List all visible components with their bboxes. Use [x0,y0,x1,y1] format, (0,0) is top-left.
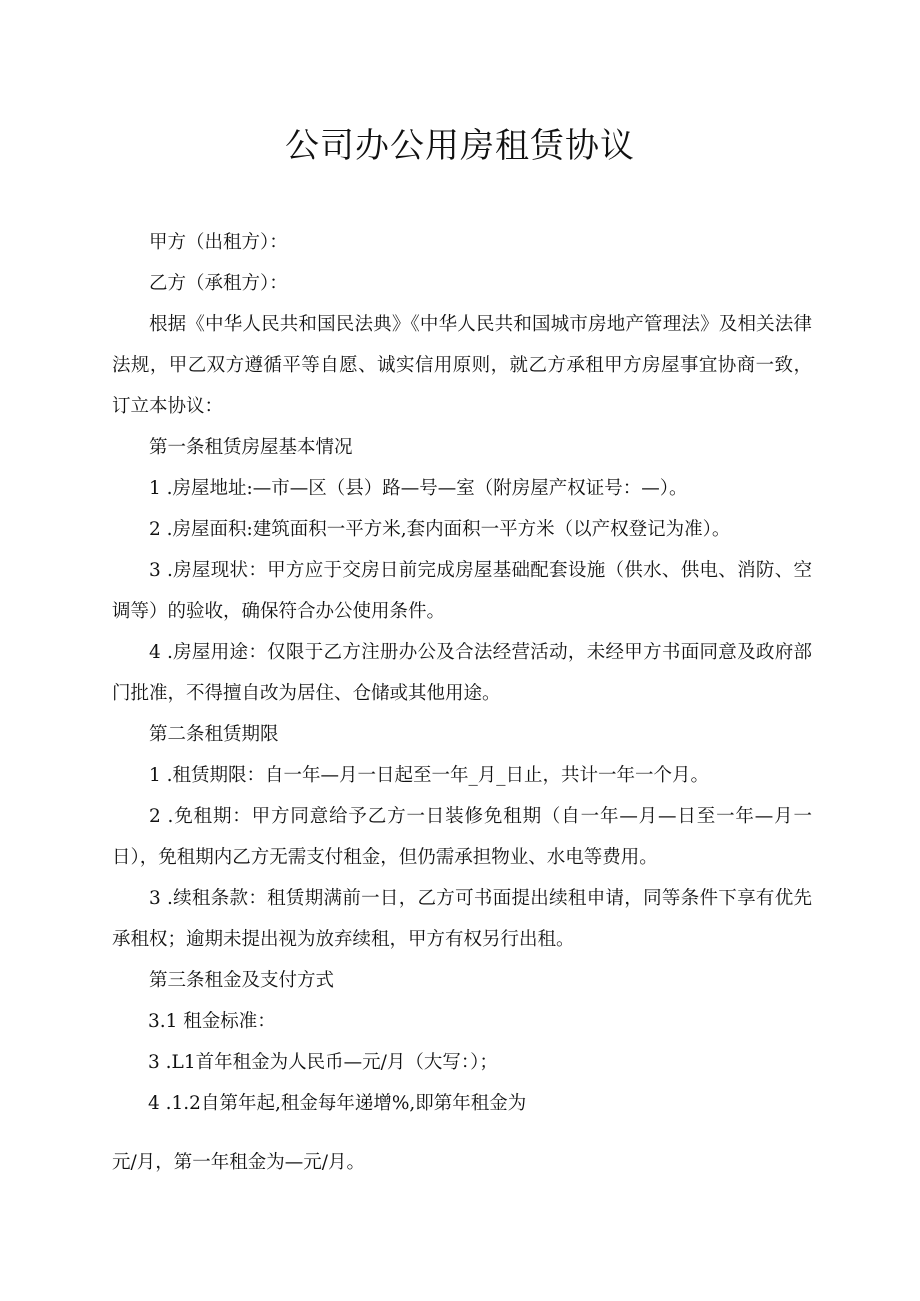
article-1-item-3: 3 .房屋现状：甲方应于交房日前完成房屋基础配套设施（供水、供电、消防、空调等）的验收，确保符合办公使用条件。 [112,560,812,622]
article-2-item-3: 3 .续租条款：租赁期满前一日，乙方可书面提出续租申请，同等条件下享有优先承租权；逾期未提出视为放弃续租，甲方有权另行出租。 [112,888,812,950]
article-3-subheading: 3.1 租金标准： [148,1011,276,1032]
article-1-heading: 第一条租赁房屋基本情况 [149,437,353,458]
article-3-item-1: 3 .L1首年租金为人民币—元/月（大写：）； [148,1052,498,1073]
article-1-item-4: 4 .房屋用途：仅限于乙方注册办公及合法经营活动，未经甲方书面同意及政府部门批准，不得擅自改为居住、仓储或其他用途。 [112,642,812,704]
article-2-heading: 第二条租赁期限 [149,724,279,745]
article-1-item-2: 2 .房屋面积:建筑面积一平方米,套内面积一平方米（以产权登记为准）。 [149,519,731,540]
article-3-continuation: 元/月，第一年租金为—元/月。 [112,1152,365,1173]
article-2-item-1: 1 .租赁期限：自一年—月一日起至一年_月_日止，共计一年一个月。 [149,765,710,786]
article-2-item-2: 2 .免租期：甲方同意给予乙方一日装修免租期（自一年—月—日至一年—月一日），免租期内乙方无需支付租金，但仍需承担物业、水电等费用。 [112,806,812,868]
preamble-paragraph: 根据《中华人民共和国民法典》《中华人民共和国城市房地产管理法》及相关法律法规，甲乙双方遵循平等自愿、诚实信用原则，就乙方承租甲方房屋事宜协商一致，订立本协议： [112,314,812,417]
party-a-line: 甲方（出租方）： [149,232,288,253]
article-3-heading: 第三条租金及支付方式 [149,970,335,991]
article-1-item-1: 1 .房屋地址:—市—区（县）路—号—室（附房屋产权证号：—）。 [149,478,688,499]
article-3-item-2: 4 .1.2自第年起,租金每年递增%,即第年租金为 [148,1093,527,1114]
document-title: 公司办公用房租赁协议 [285,126,635,166]
party-b-line: 乙方（承租方）： [149,273,288,294]
document-body [112,222,812,1183]
